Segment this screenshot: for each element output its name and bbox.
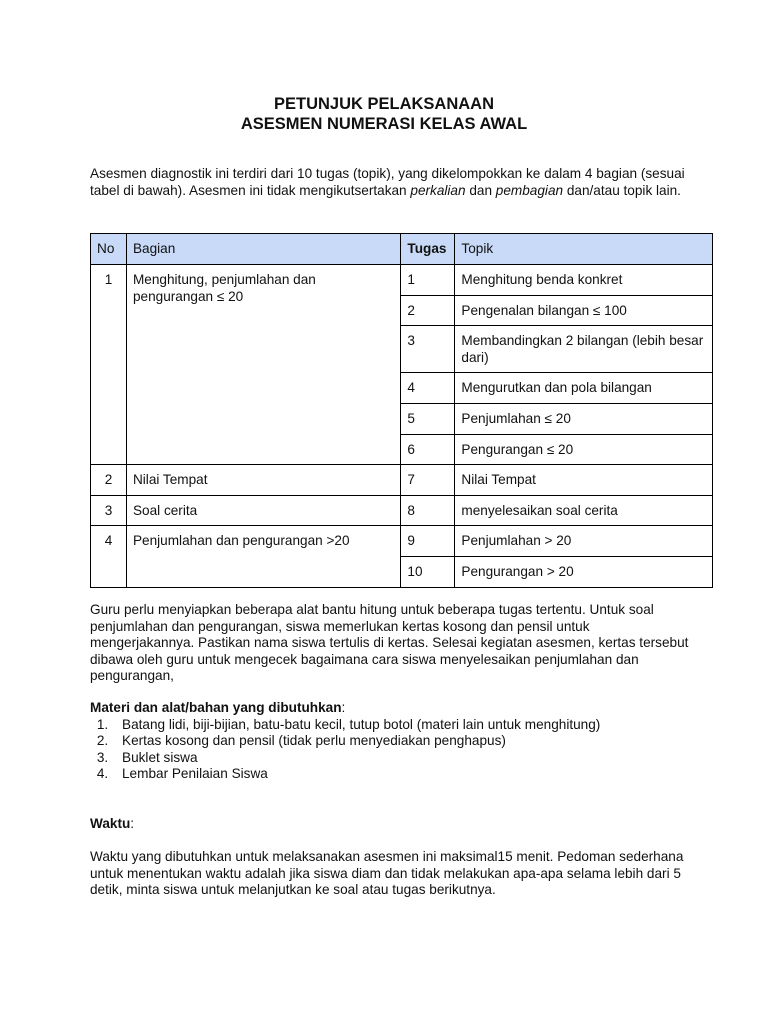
cell-no: 4: [91, 526, 127, 587]
materi-list: [90, 717, 690, 783]
cell-topik: Nilai Tempat: [455, 465, 713, 496]
table-row: [91, 465, 713, 496]
cell-bagian: Menghitung, penjumlahan dan pengurangan ≤ 20: [126, 265, 400, 465]
cell-tugas: 4: [401, 373, 455, 404]
materi-section: Materi dan alat/bahan yang dibutuhkan: 1. Batang lidi, biji-bijian, batu-batu kecil, tutup botol (materi lain untuk menghitung) 2. Kertas kosong dan pensil (tidak perlu menyediakan penghapus) 3. Buklet siswa 4. Lembar Penilaian Siswa: [90, 700, 690, 783]
cell-topik: Pengurangan ≤ 20: [455, 434, 713, 465]
cell-topik: Penjumlahan ≤ 20: [455, 403, 713, 434]
waktu-section: Waktu:: [90, 816, 135, 831]
waktu-heading: Waktu: [90, 816, 131, 831]
tools-paragraph: Guru perlu menyiapkan beberapa alat bantu hitung untuk beberapa tugas tertentu. Untuk soal penjumlahan dan pengurangan, siswa memerlukan kertas kosong dan pensil untuk mengerjakannya. Pastikan nama siswa tertulis di kertas. Selesai kegiatan asesmen, kertas tersebut dibawa oleh guru untuk mengecek bagaimana cara siswa menyelesaikan penjumlahan dan pengurangan,: [90, 602, 689, 684]
cell-topik: Penjumlahan > 20: [455, 526, 713, 557]
cell-tugas: 10: [401, 556, 455, 587]
table-row: [91, 495, 713, 526]
cell-topik: Pengurangan > 20: [455, 556, 713, 587]
cell-topik: menyelesaikan soal cerita: [455, 495, 713, 526]
cell-topik: Menghitung benda konkret: [455, 265, 713, 296]
cell-tugas: 6: [401, 434, 455, 465]
cell-tugas: 3: [401, 326, 455, 373]
table-row: [91, 526, 713, 557]
intro-text-1: Asesmen diagnostik ini terdiri dari 10 tugas (topik), yang dikelompokkan ke dalam 4 bagian (sesuai tabel di bawah). Asesmen ini tidak mengikutsertakan: [90, 166, 685, 198]
cell-tugas: 8: [401, 495, 455, 526]
cell-no: 2: [91, 465, 127, 496]
cell-tugas: 7: [401, 465, 455, 496]
list-item: 2. Kertas kosong dan pensil (tidak perlu menyediakan penghapus): [112, 733, 690, 750]
cell-topik: Mengurutkan dan pola bilangan: [455, 373, 713, 404]
intro-paragraph: [90, 166, 690, 199]
header-no: No: [91, 234, 127, 265]
header-tugas: Tugas: [401, 234, 455, 265]
document-title: [0, 94, 768, 134]
intro-italic-perkalian: perkalian: [410, 182, 466, 198]
title-line-2: ASESMEN NUMERASI KELAS AWAL: [240, 115, 528, 133]
header-topik: Topik: [455, 234, 713, 265]
intro-text-3: dan/atau topik lain.: [563, 182, 681, 198]
intro-text-2: dan: [465, 182, 496, 198]
intro-italic-pembagian: pembagian: [495, 182, 564, 198]
cell-no: 1: [91, 265, 127, 465]
header-bagian: Bagian: [126, 234, 400, 265]
table-row: [91, 265, 713, 296]
cell-tugas: 9: [401, 526, 455, 557]
cell-tugas: 1: [401, 265, 455, 296]
list-item: 4. Lembar Penilaian Siswa: [112, 766, 690, 783]
cell-bagian: Nilai Tempat: [126, 465, 400, 496]
cell-bagian: Soal cerita: [126, 495, 400, 526]
cell-topik: Membandingkan 2 bilangan (lebih besar dari): [455, 326, 713, 373]
cell-tugas: 5: [401, 403, 455, 434]
cell-tugas: 2: [401, 295, 455, 326]
title-line-1: PETUNJUK PELAKSANAAN: [273, 95, 495, 113]
materi-heading: Materi dan alat/bahan yang dibutuhkan: [90, 700, 342, 715]
list-item: 3. Buklet siswa: [112, 750, 690, 767]
cell-bagian: Penjumlahan dan pengurangan >20: [126, 526, 400, 587]
cell-topik: Pengenalan bilangan ≤ 100: [455, 295, 713, 326]
list-item: 1. Batang lidi, biji-bijian, batu-batu kecil, tutup botol (materi lain untuk menghitung): [112, 717, 690, 734]
task-table: [90, 233, 713, 588]
waktu-paragraph: Waktu yang dibutuhkan untuk melaksanakan asesmen ini maksimal15 menit. Pedoman sederhana untuk menentukan waktu adalah jika siswa diam dan tidak melakukan apa-apa selama lebih dari 5 detik, minta siswa untuk melanjutkan ke soal atau tugas berikutnya.: [90, 849, 684, 898]
table-header-row: [91, 234, 713, 265]
cell-no: 3: [91, 495, 127, 526]
